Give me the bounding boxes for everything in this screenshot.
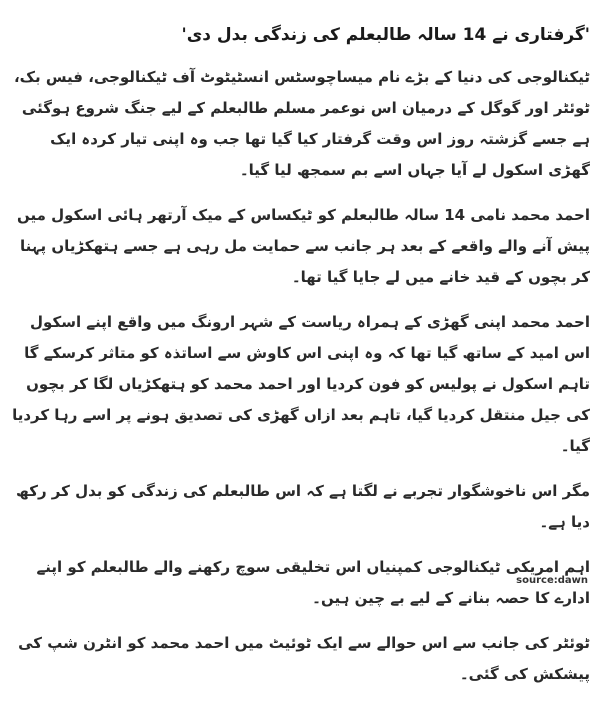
paragraph: ٹیکنالوجی کی دنیا کے بڑے نام میساچوسٹس انسٹیٹوٹ آف ٹیکنالوجی، فیس بک، ٹوئٹر اور گوگل کے درمیان اس نوعمر مسلم طالبعلم کے لیے جنگ شروع ہوگئی ہے جسے گزشتہ روز اس وقت گرفتار کیا گیا تھا جب وہ اپنی تیار کردہ ایک گھڑی اسکول لے آیا جہاں اسے بم سمجھ لیا گیا۔ (13, 68, 590, 179)
paragraph: احمد محمد اپنی گھڑی کے ہمراہ ریاست کے شہر ارونگ میں واقع اپنے اسکول اس امید کے ساتھ گیا تھا کہ وہ اپنی اس کاوش سے اساتذہ کو متاثر کرسکے گا تاہم اسکول نے پولیس کو فون کردیا اور احمد محمد کو ہتھکڑیاں لگا کر بچوں کی جیل منتقل کردیا گیا، تاہم بعد ازاں گھڑی کی تصدیق ہونے پر اسے رہا کردیا گیا۔ (12, 313, 590, 455)
paragraph: اہم امریکی ٹیکنالوجی کمپنیاں اس تخلیقی سوچ رکھنے والے طالبعلم کو اپنے ادارے کا حصہ بنانے کے لیے بے چین ہیں۔ (36, 558, 590, 607)
paragraph: مگر اس ناخوشگوار تجربے نے لگتا ہے کہ اس طالبعلم کی زندگی کو بدل کر رکھ دیا ہے۔ (16, 482, 590, 531)
paragraph: احمد محمد نامی 14 سالہ طالبعلم کو ٹیکساس کے میک آرتھر ہائی اسکول میں پیش آنے والے واقعے کے بعد ہر جانب سے حمایت مل رہی ہے جسے ہتھکڑیاں پہنا کر بچوں کے قید خانے میں لے جایا گیا تھا۔ (17, 206, 590, 286)
paragraph: ٹوئٹر کی جانب سے اس حوالے سے ایک ٹوئیٹ میں احمد محمد کو انٹرن شپ کی پیشکش کی گئی۔ (18, 634, 590, 683)
article (10, 22, 590, 704)
source-credit: source:dawn (516, 575, 588, 586)
headline: 'گرفتاری نے 14 سالہ طالبعلم کی زندگی بدل دی' (181, 25, 590, 45)
